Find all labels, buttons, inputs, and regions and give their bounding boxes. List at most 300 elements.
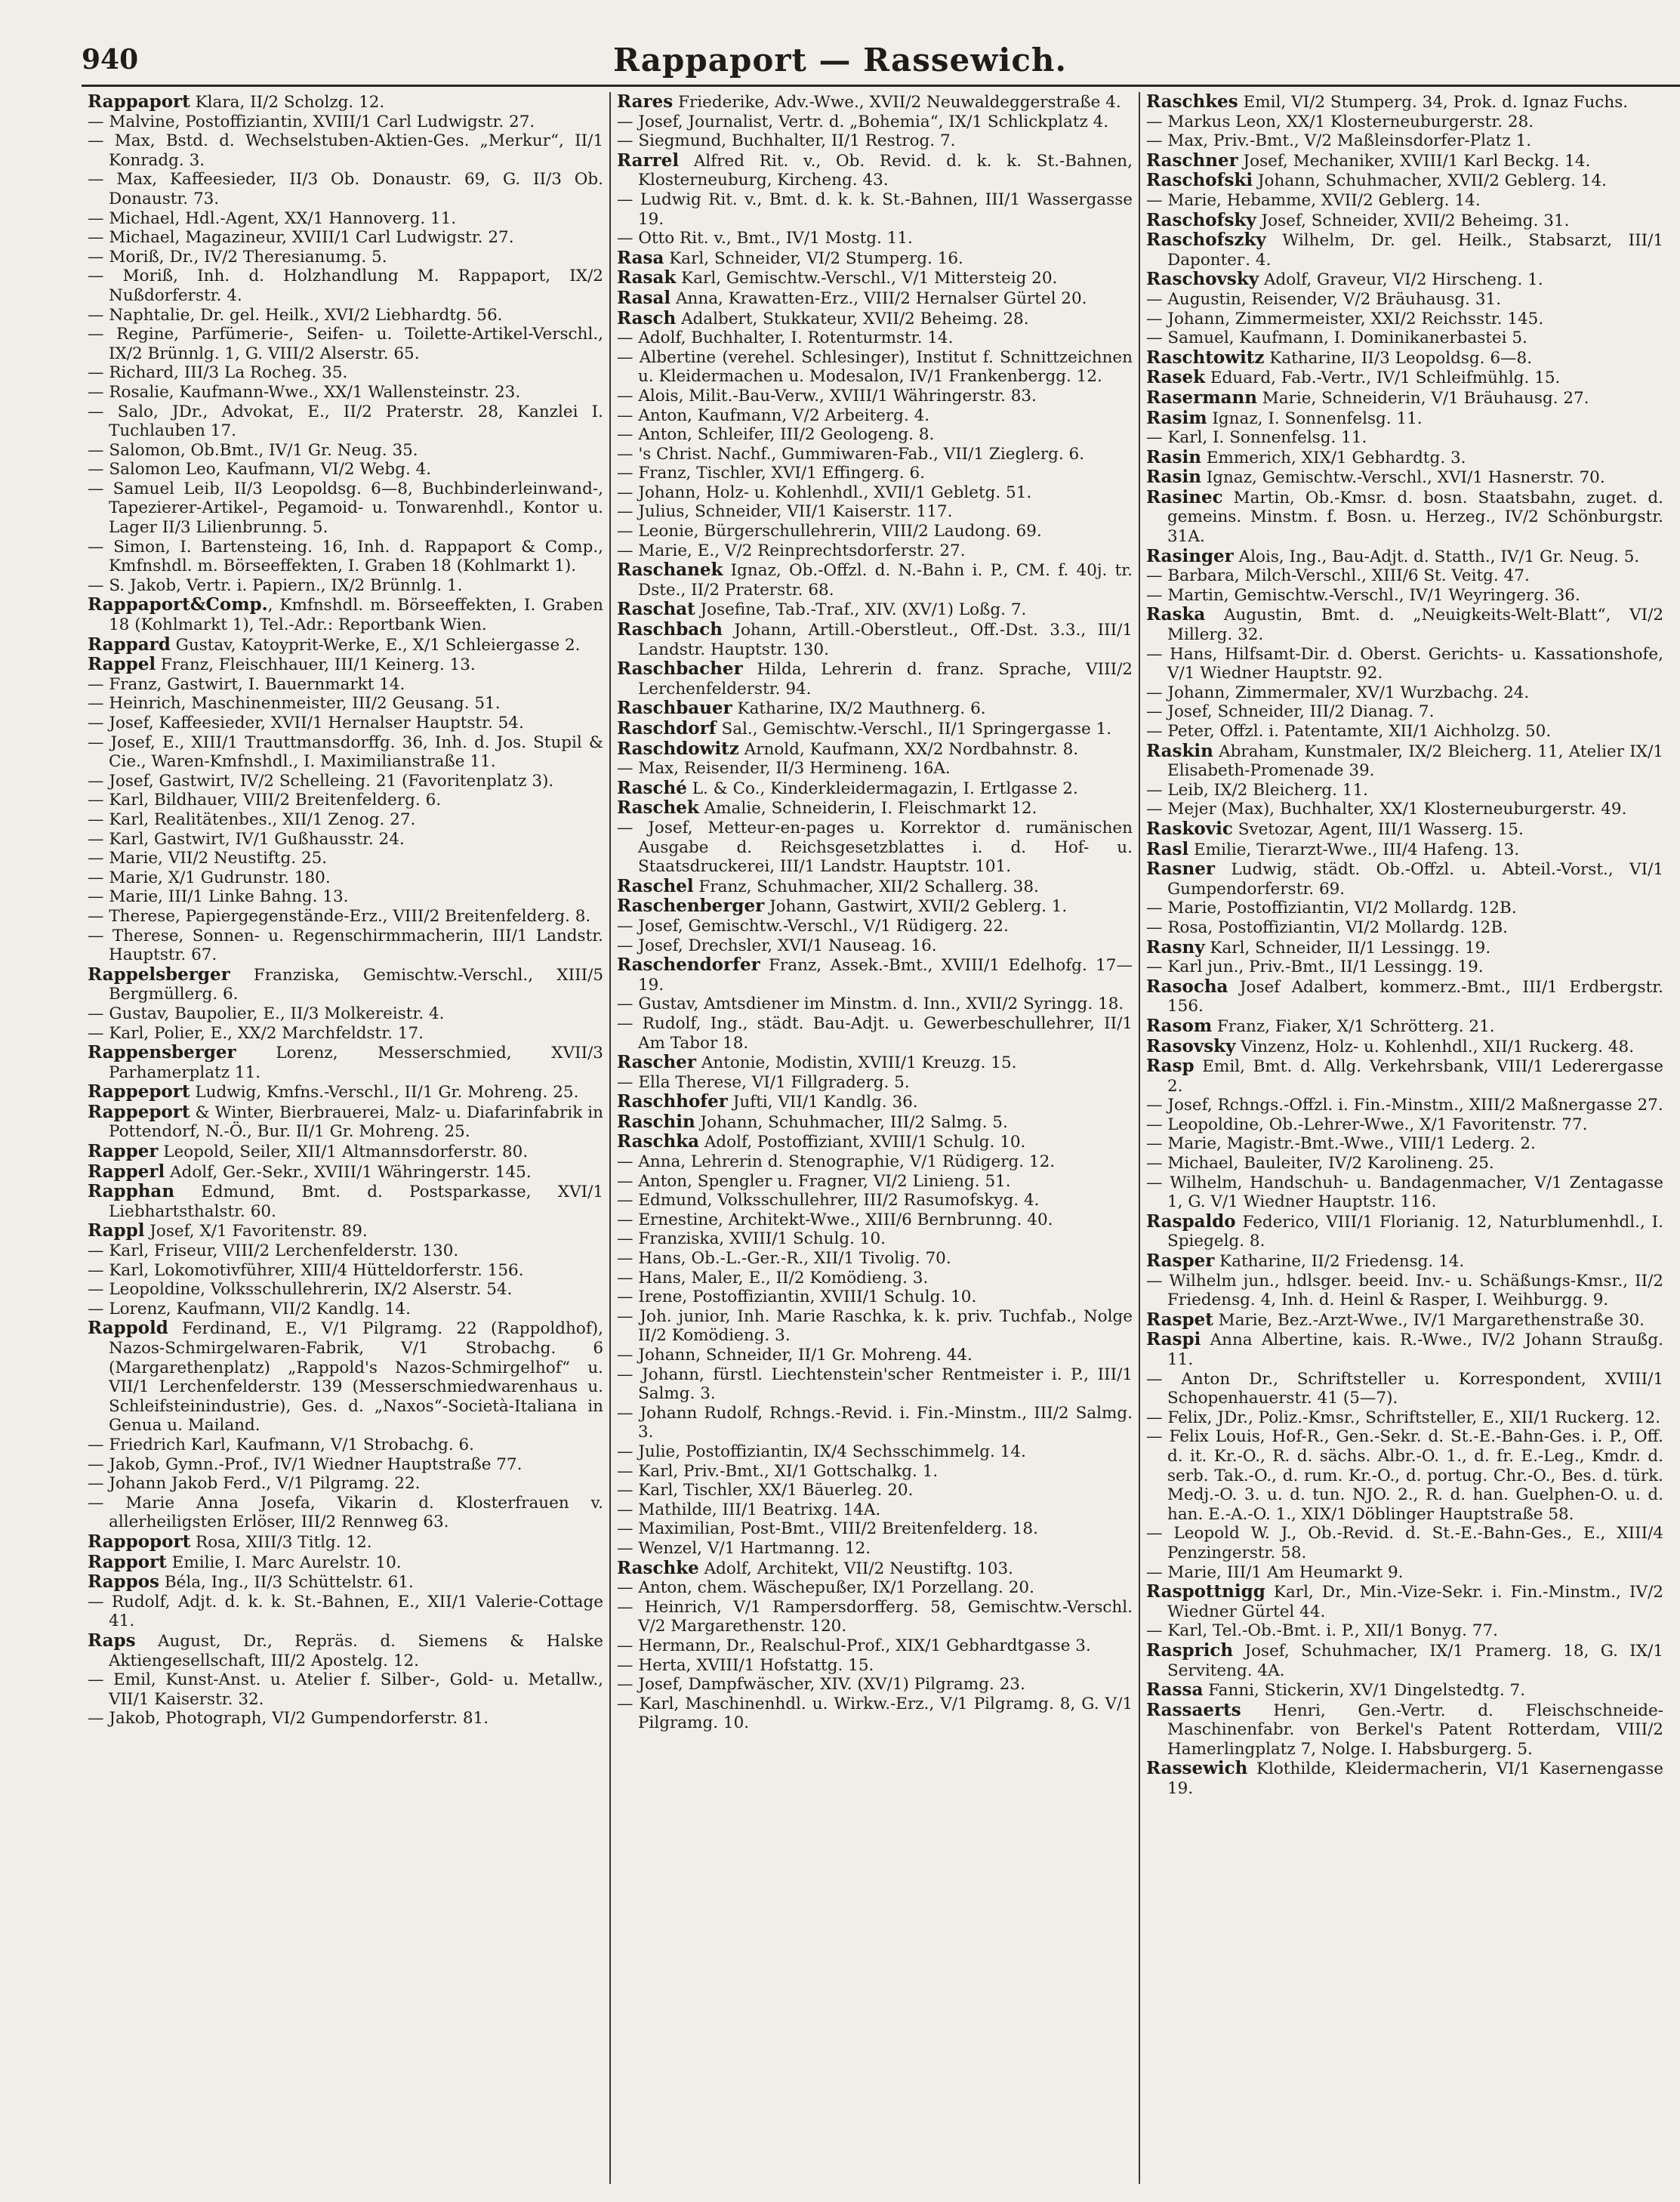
entry-text: — Franz, Tischler, XVI/1 Effingerg. 6. bbox=[617, 464, 925, 483]
directory-entry bbox=[617, 1365, 1133, 1404]
entry-text: Ludwig, Kmfns.-Verschl., II/1 Gr. Mohreng. 25. bbox=[190, 1083, 579, 1103]
directory-entry bbox=[617, 1346, 1133, 1365]
entry-text: — Therese, Sonnen- u. Regenschirmmacherin, III/1 Landstr. Hauptstr. 67. bbox=[88, 926, 603, 965]
entry-text: Anna, Krawatten-Erz., VIII/2 Hernalser Gürtel 20. bbox=[670, 288, 1087, 308]
running-head: Rappaport — Rassewich. bbox=[612, 42, 1068, 79]
directory-entry bbox=[617, 464, 1133, 483]
entry-text: — Naphtalie, Dr. gel. Heilk., XVI/2 Liebhardtg. 56. bbox=[88, 305, 503, 325]
entry-text: Rosa, XIII/3 Titlg. 12. bbox=[190, 1532, 372, 1552]
directory-entry bbox=[617, 1307, 1133, 1346]
entry-text: — Samuel, Kaufmann, I. Dominikanerbastei 5. bbox=[1146, 328, 1527, 348]
entry-surname: Rapper bbox=[88, 1141, 159, 1162]
entry-surname: Raschenberger bbox=[617, 896, 765, 917]
entry-text: Johann, Gastwirt, XVII/2 Geblerg. 1. bbox=[764, 897, 1068, 917]
entry-text: — Johann Jakob Ferd., V/1 Pilgramg. 22. bbox=[88, 1474, 421, 1494]
entry-text: — Alois, Milit.-Bau-Verw., XVIII/1 Währingerstr. 83. bbox=[617, 386, 1037, 406]
entry-text: Franz, Schuhmacher, XII/2 Schallerg. 38. bbox=[693, 877, 1039, 896]
directory-entry bbox=[617, 1073, 1133, 1093]
directory-entry bbox=[88, 1221, 603, 1241]
column-2 bbox=[611, 92, 1140, 2184]
directory-entry bbox=[88, 694, 603, 714]
entry-surname: Rasim bbox=[1146, 407, 1207, 428]
directory-entry bbox=[88, 1593, 603, 1631]
entry-surname: Raspet bbox=[1146, 1309, 1213, 1330]
directory-entry bbox=[617, 309, 1133, 329]
directory-entry bbox=[617, 1152, 1133, 1172]
entry-text: — Karl, Lokomotivführer, XIII/4 Hütteldorferstr. 156. bbox=[88, 1260, 524, 1280]
entry-text: August, Dr., Repräs. d. Siemens & Halske Aktiengesellschaft, III/2 Apostelg. 12. bbox=[109, 1631, 603, 1670]
entry-text: — Michael, Hdl.-Agent, XX/1 Hannoverg. 11. bbox=[88, 208, 457, 228]
entry-text: — Karl, Tel.-Ob.-Bmt. i. P., XII/1 Bonyg. 77. bbox=[1146, 1621, 1498, 1641]
header-rule bbox=[82, 85, 1680, 87]
directory-entry bbox=[88, 1004, 603, 1024]
entry-surname: Raschanek bbox=[617, 560, 723, 581]
entry-text: Franz, Assek.-Bmt., XVIII/1 Edelhofg. 17—19. bbox=[638, 956, 1133, 995]
entry-text: — Edmund, Volksschullehrer, III/2 Rasumofskyg. 4. bbox=[617, 1191, 1040, 1210]
entry-text: — Johann, Holz- u. Kohlenhdl., XVII/1 Gebletg. 51. bbox=[617, 483, 1032, 502]
entry-surname: Raschel bbox=[617, 875, 694, 896]
entry-text: Klothilde, Kleidermacherin, VI/1 Kasernengasse 19. bbox=[1167, 1759, 1663, 1799]
entry-text: — Wilhelm, Handschuh- u. Bandagenmacher, V/1 Zentagasse 1, G. V/1 Wiedner Hauptstr. 116. bbox=[1146, 1173, 1663, 1212]
entry-text: — Josef, Kaffeesieder, XVII/1 Hernalser Hauptstr. 54. bbox=[88, 714, 524, 732]
directory-entry bbox=[1146, 211, 1663, 231]
entry-text: — Samuel Leib, II/3 Leopoldsg. 6—8, Buchbinderleinwand-, Tapezierer-Artikel-, Pegamoid- u. Tonwarenhdl., Kontor u. Lager II/3 Lilienbrunng. 5. bbox=[88, 479, 603, 538]
directory-entry bbox=[88, 1024, 603, 1044]
entry-surname: Rasin bbox=[1146, 467, 1201, 488]
entry-text: — Josef, Journalist, Vertr. d. „Bohemia“, IX/1 Schlickplatz 4. bbox=[617, 112, 1109, 131]
entry-text: Marie, Schneiderin, V/1 Bräuhausg. 27. bbox=[1256, 388, 1589, 408]
directory-entry bbox=[88, 655, 603, 675]
directory-entry bbox=[617, 1559, 1133, 1579]
directory-entry bbox=[617, 699, 1133, 719]
entry-text: Amalie, Schneiderin, I. Fleischmarkt 12. bbox=[698, 799, 1037, 819]
entry-surname: Raps bbox=[88, 1630, 136, 1651]
directory-entry bbox=[617, 1578, 1133, 1598]
directory-entry bbox=[617, 268, 1133, 288]
directory-entry bbox=[88, 1709, 603, 1729]
entry-text: Emilie, Tierarzt-Wwe., III/4 Hafeng. 13. bbox=[1188, 840, 1520, 859]
entry-text: — Josef, Dampfwäscher, XIV. (XV/1) Pilgramg. 23. bbox=[617, 1675, 1025, 1695]
entry-surname: Raschka bbox=[617, 1131, 700, 1152]
entry-text: — Marie, VII/2 Neustiftg. 25. bbox=[88, 849, 328, 868]
entry-text: Johann, Schuhmacher, III/2 Salmg. 5. bbox=[695, 1112, 1008, 1132]
entry-text: — Augustin, Reisender, V/2 Bräuhausg. 31. bbox=[1146, 289, 1502, 309]
directory-entry bbox=[88, 791, 603, 810]
directory-entry bbox=[617, 600, 1133, 620]
directory-entry bbox=[617, 483, 1133, 503]
entry-text: — Anton, Schleifer, III/2 Geologeng. 8. bbox=[617, 425, 935, 445]
directory-entry bbox=[617, 1695, 1133, 1733]
entry-text: Henri, Gen.-Vertr. d. Fleischschneide-Maschinenfabr. von Berkel's Patent Rotterdam, VIII/2 Hamerlingplatz 7, Nolge. I. Habsburgerg. 5. bbox=[1167, 1701, 1663, 1759]
entry-text: — Malvine, Postoffiziantin, XVIII/1 Carl Ludwigstr. 27. bbox=[88, 112, 535, 131]
directory-entry bbox=[88, 1474, 603, 1494]
entry-text: — Heinrich, V/1 Rampersdorfferg. 58, Gemischtw.-Verschl. V/2 Margarethenstr. 120. bbox=[617, 1597, 1133, 1636]
entry-text: — Johann, fürstl. Liechtenstein'scher Rentmeister i. P., III/1 Salmg. 3. bbox=[617, 1365, 1133, 1404]
directory-entry bbox=[1146, 918, 1663, 938]
entry-text: — Moriß, Inh. d. Holzhandlung M. Rappaport, IX/2 Nußdorferstr. 4. bbox=[88, 267, 603, 305]
entry-text: — Felix Louis, Hof-R., Gen.-Sekr. d. St.-E.-Bahn-Ges. i. P., Off. d. it. Kr.-O., R. d. sächs. Albr.-O. 1., d. fr. E.-Leg., Kmdr. d. serb. Tak.-O., d. rum. Kr.-O., d. portug. Chr.-O., Bes. d. türk. Medj.-O. 3. u. d. tun. NJO. 2., R. d. han. Guelphen-O. u. d. han. E.-A.-O. 1., XIX/1 Döblinger Hauptstraße 58. bbox=[1146, 1427, 1663, 1524]
entry-text: Ignaz, Gemischtw.-Verschl., XVI/1 Hasnerstr. 70. bbox=[1201, 468, 1605, 488]
directory-entry bbox=[88, 1043, 603, 1082]
entry-text: — Rudolf, Ing., städt. Bau-Adjt. u. Gewerbeschullehrer, II/1 Am Tabor 18. bbox=[617, 1013, 1133, 1053]
entry-text: — Ernestine, Architekt-Wwe., XIII/6 Bernbrunng. 40. bbox=[617, 1210, 1053, 1229]
entry-text: Ludwig, städt. Ob.-Offzl. u. Abteil.-Vorst., VI/1 Gumpendorferstr. 69. bbox=[1167, 860, 1663, 899]
entry-surname: Rasin bbox=[1146, 446, 1201, 467]
directory-entry bbox=[1146, 1212, 1663, 1251]
entry-text: — Maximilian, Post-Bmt., VIII/2 Breitenfelderg. 18. bbox=[617, 1519, 1038, 1539]
entry-text: Sal., Gemischtw.-Verschl., II/1 Springergasse 1. bbox=[716, 720, 1112, 739]
directory-entry bbox=[88, 1494, 603, 1532]
entry-text: — Karl, Polier, E., XX/2 Marchfeldstr. 17. bbox=[88, 1023, 424, 1043]
directory-entry bbox=[88, 228, 603, 248]
directory-entry bbox=[617, 560, 1133, 600]
entry-surname: Raschovsky bbox=[1146, 269, 1259, 290]
entry-surname: Raschke bbox=[617, 1557, 699, 1578]
entry-surname: Rassa bbox=[1146, 1679, 1204, 1701]
entry-surname: Rappensberger bbox=[88, 1042, 236, 1063]
entry-text: Katharine, IX/2 Mauthnerg. 6. bbox=[732, 699, 986, 719]
directory-entry bbox=[617, 659, 1133, 699]
entry-text: — Joh. junior, Inh. Marie Raschka, k. k. priv. Tuchfab., Nolge II/2 Komödieng. 3. bbox=[617, 1306, 1133, 1346]
entry-text: — Wenzel, V/1 Hartmanng. 12. bbox=[617, 1538, 871, 1558]
entry-text: — Hans, Hilfsamt-Dir. d. Oberst. Gerichts- u. Kassationshofe, V/1 Wiedner Hauptstr. 92. bbox=[1146, 644, 1663, 683]
entry-text: — Hans, Ob.-L.-Ger.-R., XII/1 Tivolig. 70. bbox=[617, 1249, 951, 1269]
directory-entry bbox=[1146, 1330, 1663, 1369]
entry-surname: Raschkes bbox=[1146, 92, 1238, 112]
entry-text: Emil, Bmt. d. Allg. Verkehrsbank, VIII/1 Lederergasse 2. bbox=[1167, 1057, 1663, 1096]
entry-text: Emmerich, XIX/1 Gebhardtg. 3. bbox=[1201, 448, 1466, 467]
entry-text: — Josef, Drechsler, XVI/1 Nauseag. 16. bbox=[617, 936, 937, 955]
entry-text: Alois, Ing., Bau-Adjt. d. Statth., IV/1 Gr. Neug. 5. bbox=[1233, 547, 1640, 566]
directory-entry bbox=[1146, 781, 1663, 800]
directory-entry bbox=[88, 733, 603, 772]
entry-surname: Rappl bbox=[88, 1220, 145, 1241]
directory-entry bbox=[88, 907, 603, 927]
directory-entry bbox=[1146, 1096, 1663, 1115]
directory-entry bbox=[617, 1519, 1133, 1539]
directory-entry bbox=[617, 719, 1133, 739]
entry-surname: Raschofsky bbox=[1146, 209, 1256, 230]
directory-entry bbox=[88, 1261, 603, 1281]
entry-text: Adolf, Ger.-Sekr., XVIII/1 Währingerstr. 145. bbox=[165, 1162, 532, 1182]
entry-surname: Rasl bbox=[1146, 838, 1189, 859]
directory-entry bbox=[88, 1572, 603, 1593]
entry-text: — Hermann, Dr., Realschul-Prof., XIX/1 Gebhardtgasse 3. bbox=[617, 1636, 1091, 1655]
entry-text: Adalbert, Stukkateur, XVII/2 Beheimg. 28. bbox=[676, 309, 1029, 328]
entry-surname: Rappos bbox=[88, 1571, 159, 1593]
directory-entry bbox=[617, 1675, 1133, 1695]
directory-entry bbox=[1146, 605, 1663, 644]
entry-text: — Josef, Rchngs.-Offzl. i. Fin.-Minstm., XIII/2 Maßnergasse 27. bbox=[1146, 1096, 1663, 1115]
entry-text: Augustin, Bmt. d. „Neuigkeits-Welt-Blatt“, VI/2 Millerg. 32. bbox=[1167, 606, 1663, 645]
entry-surname: Rasper bbox=[1146, 1251, 1215, 1272]
entry-text: L. & Co., Kinderkleidermagazin, I. Ertlgasse 2. bbox=[686, 779, 1078, 798]
directory-entry bbox=[1146, 113, 1663, 132]
directory-entry bbox=[88, 383, 603, 402]
entry-surname: Raschek bbox=[617, 797, 699, 819]
entry-text: — Anton, Spengler u. Fragner, VI/2 Linieng. 51. bbox=[617, 1171, 1011, 1191]
directory-entry bbox=[88, 887, 603, 907]
directory-entry bbox=[617, 92, 1133, 113]
entry-text: — Ludwig Rit. v., Bmt. d. k. k. St.-Bahnen, III/1 Wassergasse 19. bbox=[617, 190, 1133, 229]
directory-entry bbox=[88, 772, 603, 791]
directory-entry bbox=[1146, 388, 1663, 409]
entry-text: — Marie, Magistr.-Bmt.-Wwe., VIII/1 Lederg. 2. bbox=[1146, 1134, 1536, 1154]
directory-entry bbox=[1146, 151, 1663, 171]
directory-entry bbox=[88, 1318, 603, 1436]
entry-surname: Raspaldo bbox=[1146, 1210, 1236, 1232]
directory-entry bbox=[88, 1082, 603, 1103]
entry-text: — Marie, III/1 Am Heumarkt 9. bbox=[1146, 1562, 1404, 1582]
directory-entry bbox=[88, 576, 603, 596]
directory-entry bbox=[1146, 1621, 1663, 1641]
directory-entry bbox=[1146, 1016, 1663, 1037]
entry-text: — Anton, Kaufmann, V/2 Arbeiterg. 4. bbox=[617, 406, 930, 425]
entry-surname: Raschendorfer bbox=[617, 955, 760, 976]
entry-text: — Julius, Schneider, VII/1 Kaiserstr. 117. bbox=[617, 502, 953, 522]
directory-entry bbox=[617, 1442, 1133, 1462]
entry-text: — Jakob, Photograph, VI/2 Gumpendorferstr. 81. bbox=[88, 1709, 489, 1729]
directory-entry bbox=[617, 1462, 1133, 1482]
entry-surname: Raschofszky bbox=[1146, 230, 1266, 251]
page-number: 940 bbox=[82, 44, 139, 76]
entry-surname: Raspottnigg bbox=[1146, 1581, 1265, 1602]
entry-text: — Salomon, Ob.Bmt., IV/1 Gr. Neug. 35. bbox=[88, 440, 418, 460]
entry-surname: Rasinger bbox=[1146, 545, 1234, 566]
entry-surname: Raskovic bbox=[1146, 818, 1233, 839]
directory-entry bbox=[88, 170, 603, 208]
entry-text: Katharine, II/2 Friedensg. 14. bbox=[1214, 1252, 1465, 1272]
directory-entry bbox=[617, 896, 1133, 917]
directory-entry bbox=[1146, 467, 1663, 488]
directory-entry bbox=[617, 229, 1133, 248]
entry-text: — Regine, Parfümerie-, Seifen- u. Toilette-Artikel-Verschl., IX/2 Brünnlg. 1, G. VIII/2 Alserstr. 65. bbox=[88, 325, 603, 363]
directory-entry bbox=[1146, 348, 1663, 369]
entry-surname: Raschbach bbox=[617, 619, 723, 640]
directory-entry bbox=[1146, 1173, 1663, 1212]
directory-entry bbox=[1146, 1310, 1663, 1331]
directory-entry bbox=[617, 502, 1133, 522]
directory-entry bbox=[88, 675, 603, 695]
entry-text: — Marie, X/1 Gudrunstr. 180. bbox=[88, 868, 331, 887]
entry-surname: Rapphan bbox=[88, 1181, 175, 1202]
directory-entry bbox=[1146, 1759, 1663, 1798]
entry-text: — Josef, E., XIII/1 Trauttmansdorffg. 36, Inh. d. Jos. Stupil & Cie., Waren-Kmfnshdl., I. Maximilianstraße 11. bbox=[88, 732, 603, 772]
entry-text: — Marie, E., V/2 Reinprechtsdorferstr. 27. bbox=[617, 541, 966, 560]
directory-entry bbox=[88, 1182, 603, 1221]
entry-text: Karl, Gemischtw.-Verschl., V/1 Mittersteig 20. bbox=[676, 269, 1058, 288]
directory-entry bbox=[617, 995, 1133, 1014]
entry-text: Josef, Schneider, XVII/2 Beheimg. 31. bbox=[1256, 211, 1570, 230]
directory-entry bbox=[1146, 1582, 1663, 1621]
entry-text: — Josef, Gastwirt, IV/2 Schelleing. 21 (Favoritenplatz 3). bbox=[88, 771, 554, 791]
directory-entry bbox=[1146, 290, 1663, 310]
entry-text: — 's Christ. Nachf., Gummiwaren-Fab., VII/1 Zieglerg. 6. bbox=[617, 444, 1085, 464]
entry-text: Franz, Fleischhauer, III/1 Keinerg. 13. bbox=[156, 655, 476, 675]
entry-surname: Raskin bbox=[1146, 740, 1213, 761]
entry-text: — S. Jakob, Vertr. i. Papiern., IX/2 Brünnlg. 1. bbox=[88, 575, 463, 595]
entry-text: Fanni, Stickerin, XV/1 Dingelstedtg. 7. bbox=[1203, 1681, 1526, 1701]
entry-text: — Max, Bstd. d. Wechselstuben-Aktien-Ges. „Merkur“, II/1 Konradg. 3. bbox=[88, 131, 603, 170]
entry-text: Josef Adalbert, kommerz.-Bmt., III/1 Erdbergstr. 156. bbox=[1167, 977, 1663, 1016]
entry-text: — Julie, Postoffiziantin, IX/4 Sechsschimmelg. 14. bbox=[617, 1442, 1026, 1461]
entry-surname: Rasp bbox=[1146, 1056, 1194, 1077]
directory-entry bbox=[617, 620, 1133, 659]
entry-text: — Emil, Kunst-Anst. u. Atelier f. Silber-, Gold- u. Metallw., VII/1 Kaiserstr. 32. bbox=[88, 1670, 603, 1709]
entry-text: — Mathilde, III/1 Beatrixg. 14A. bbox=[617, 1500, 881, 1519]
directory-entry bbox=[88, 460, 603, 480]
directory-entry bbox=[1146, 270, 1663, 290]
entry-text: — Jakob, Gymn.-Prof., IV/1 Wiedner Hauptstraße 77. bbox=[88, 1454, 522, 1474]
directory-entry bbox=[88, 927, 603, 965]
entry-text: — Josef, Gemischtw.-Verschl., V/1 Rüdigerg. 22. bbox=[617, 916, 1009, 936]
directory-entry bbox=[1146, 488, 1663, 547]
entry-text: — Peter, Offzl. i. Patentamte, XII/1 Aichholzg. 50. bbox=[1146, 722, 1552, 741]
entry-text: — Salo, JDr., Advokat, E., II/2 Praterstr. 28, Kanzlei I. Tuchlauben 17. bbox=[88, 402, 603, 441]
entry-text: — Anna, Lehrerin d. Stenographie, V/1 Rüdigerg. 12. bbox=[617, 1152, 1056, 1172]
entry-text: Karl, Dr., Min.-Vize-Sekr. i. Fin.-Minstm., IV/2 Wiedner Gürtel 44. bbox=[1167, 1583, 1663, 1621]
directory-entry bbox=[88, 714, 603, 733]
entry-surname: Rassewich bbox=[1146, 1758, 1248, 1779]
directory-entry bbox=[617, 288, 1133, 309]
directory-entry bbox=[617, 819, 1133, 877]
entry-text: — Marie Anna Josefa, Vikarin d. Klosterfrauen v. allerheiligsten Erlöser, III/2 Rennweg 63. bbox=[88, 1493, 603, 1532]
directory-entry bbox=[88, 1280, 603, 1300]
entry-text: — Marie, Postoffiziantin, VI/2 Mollardg. 12B. bbox=[1146, 899, 1517, 918]
entry-surname: Rasner bbox=[1146, 859, 1215, 880]
directory-entry bbox=[617, 1269, 1133, 1288]
directory-entry bbox=[88, 965, 603, 1004]
directory-entry bbox=[617, 406, 1133, 426]
entry-text: — Barbara, Milch-Verschl., XIII/6 St. Veitg. 47. bbox=[1146, 566, 1530, 586]
entry-text: Eduard, Fab.-Vertr., IV/1 Schleifmühlg. 15. bbox=[1205, 369, 1561, 388]
entry-text: Karl, Schneider, VI/2 Stumperg. 16. bbox=[664, 248, 963, 268]
entry-text: Edmund, Bmt. d. Postsparkasse, XVI/1 Liebhartsthalstr. 60. bbox=[109, 1183, 603, 1221]
entry-text: — Salomon Leo, Kaufmann, VI/2 Webg. 4. bbox=[88, 460, 432, 480]
entry-text: — Anton Dr., Schriftsteller u. Korrespondent, XVIII/1 Schopenhauerstr. 41 (5—7). bbox=[1146, 1369, 1663, 1408]
entry-text: Ignaz, I. Sonnenfelsg. 11. bbox=[1207, 409, 1423, 428]
entry-text: — Rudolf, Adjt. d. k. k. St.-Bahnen, E., XII/1 Valerie-Cottage 41. bbox=[88, 1592, 603, 1631]
entry-text: Jufti, VII/1 Kandlg. 36. bbox=[727, 1093, 918, 1112]
directory-entry bbox=[617, 151, 1133, 190]
entry-text: — Irene, Postoffiziantin, XVIII/1 Schulg. 10. bbox=[617, 1288, 977, 1307]
entry-text: — Friedrich Karl, Kaufmann, V/1 Strobachg. 6. bbox=[88, 1435, 475, 1454]
entry-text: Marie, Bez.-Arzt-Wwe., IV/1 Margarethenstraße 30. bbox=[1213, 1310, 1645, 1330]
entry-text: — Hans, Maler, E., II/2 Komödieng. 3. bbox=[617, 1268, 929, 1288]
entry-text: Abraham, Kunstmaler, IX/2 Bleicherg. 11, Atelier IX/1 Elisabeth-Promenade 39. bbox=[1167, 742, 1663, 781]
entry-text: — Leib, IX/2 Bleicherg. 11. bbox=[1146, 780, 1368, 800]
directory-entry bbox=[88, 635, 603, 655]
entry-surname: Raschin bbox=[617, 1111, 695, 1132]
entry-text: — Karl, Tischler, XX/1 Bäuerleg. 20. bbox=[617, 1481, 914, 1500]
entry-text: Josef, Mechaniker, XVIII/1 Karl Beckg. 14. bbox=[1238, 151, 1591, 171]
entry-text: — Siegmund, Buchhalter, II/1 Restrog. 7. bbox=[617, 131, 956, 151]
directory-entry bbox=[617, 1092, 1133, 1112]
entry-text: — Albertine (verehel. Schlesinger), Institut f. Schnittzeichnen u. Kleidermachen u. Modesalon, IV/1 Frankenbergg. 12. bbox=[617, 347, 1133, 387]
directory-entry bbox=[1146, 859, 1663, 899]
entry-surname: Rasermann bbox=[1146, 387, 1257, 408]
entry-surname: Rasom bbox=[1146, 1015, 1213, 1036]
entry-text: — Karl, Gastwirt, IV/1 Gußhausstr. 24. bbox=[88, 829, 405, 849]
directory-entry bbox=[88, 1436, 603, 1455]
entry-surname: Rascher bbox=[617, 1052, 696, 1073]
directory-entry bbox=[1146, 977, 1663, 1016]
directory-entry bbox=[1146, 1037, 1663, 1057]
entry-surname: Rappoport bbox=[88, 1531, 191, 1552]
directory-entry bbox=[1146, 131, 1663, 151]
entry-text: — Gustav, Amtsdiener im Minstm. d. Inn., XVII/2 Syringg. 18. bbox=[617, 995, 1124, 1014]
entry-text: — Rosa, Postoffiziantin, VI/2 Mollardg. 12B. bbox=[1146, 917, 1508, 937]
directory-entry bbox=[617, 1404, 1133, 1442]
entry-text: — Marie, Hebamme, XVII/2 Geblerg. 14. bbox=[1146, 190, 1481, 210]
directory-entry bbox=[88, 480, 603, 538]
directory-entry bbox=[1146, 1524, 1663, 1562]
entry-text: — Wilhelm jun., hdlsger. beeid. Inv.- u. Schäßungs-Kmsr., II/2 Friedensg. 4, Inh. d. Heinl & Rasper, I. Weihburgg. 9. bbox=[1146, 1271, 1663, 1310]
entry-text: Franz, Fiaker, X/1 Schrötterg. 21. bbox=[1212, 1016, 1495, 1036]
entry-text: — Karl jun., Priv.-Bmt., II/1 Lessingg. 19. bbox=[1146, 958, 1484, 977]
entry-surname: Raschtowitz bbox=[1146, 347, 1265, 368]
directory-entry bbox=[617, 1191, 1133, 1210]
entry-surname: Rappaport bbox=[88, 92, 190, 112]
directory-entry bbox=[617, 328, 1133, 348]
entry-surname: Rapperl bbox=[88, 1161, 165, 1182]
entry-text: Béla, Ing., II/3 Schüttelstr. 61. bbox=[159, 1573, 414, 1593]
entry-text: — Rosalie, Kaufmann-Wwe., XX/1 Wallensteinstr. 23. bbox=[88, 382, 521, 402]
entry-text: Ferdinand, E., V/1 Pilgramg. 22 (Rappoldhof), Nazos-Schmirgelwaren-Fabrik, V/1 Strobachg. 6 (Margarethenplatz) „Rappold's Nazos-Schmirgelhof“ u. VII/1 Lerchenfelderstr. 139 (Messerschmiedwarenhaus u. Schleifsteinindustrie), Ges. d. „Naxos“-Società-Italiana in Genua u. Mailand. bbox=[109, 1319, 603, 1436]
directory-entry bbox=[1146, 819, 1663, 840]
directory-entry bbox=[617, 248, 1133, 269]
directory-entry bbox=[1146, 1115, 1663, 1135]
entry-surname: Rapport bbox=[88, 1551, 167, 1572]
directory-entry bbox=[617, 877, 1133, 897]
directory-entry bbox=[1146, 586, 1663, 606]
entry-text: Hilda, Lehrerin d. franz. Sprache, VIII/2 Lerchenfelderstr. 94. bbox=[638, 660, 1133, 699]
directory-entry bbox=[88, 1162, 603, 1183]
entry-surname: Rasal bbox=[617, 287, 671, 308]
directory-entry bbox=[617, 541, 1133, 561]
entry-surname: Raschhofer bbox=[617, 1091, 728, 1112]
directory-entry bbox=[88, 830, 603, 850]
directory-entry bbox=[1146, 1563, 1663, 1583]
directory-entry bbox=[617, 739, 1133, 760]
entry-text: — Moriß, Dr., IV/2 Theresianumg. 5. bbox=[88, 247, 387, 267]
entry-text: — Therese, Papiergegenstände-Erz., VIII/2 Breitenfelderg. 8. bbox=[88, 906, 591, 926]
entry-surname: Raska bbox=[1146, 604, 1206, 625]
entry-text: Antonie, Modistin, XVIII/1 Kreuzg. 15. bbox=[695, 1053, 1017, 1073]
entry-text: Johann, Artill.-Oberstleut., Off.-Dst. 3.3., III/1 Landstr. Hauptstr. 130. bbox=[638, 621, 1133, 659]
directory-entry bbox=[1146, 1154, 1663, 1173]
entry-text: — Franziska, XVIII/1 Schulg. 10. bbox=[617, 1229, 886, 1249]
entry-surname: Rasché bbox=[617, 777, 687, 798]
directory-entry bbox=[617, 759, 1133, 779]
entry-text: — Josef, Schneider, III/2 Dianag. 7. bbox=[1146, 702, 1435, 722]
directory-entry bbox=[88, 868, 603, 888]
entry-surname: Rarrel bbox=[617, 150, 680, 171]
directory-entry bbox=[88, 92, 603, 113]
directory-entry bbox=[1146, 800, 1663, 819]
directory-entry bbox=[88, 248, 603, 267]
entry-surname: Raschbauer bbox=[617, 698, 732, 719]
directory-entry bbox=[617, 798, 1133, 819]
entry-surname: Rassaerts bbox=[1146, 1699, 1241, 1720]
directory-entry bbox=[1146, 899, 1663, 918]
entry-text: — Leopold W. J., Ob.-Revid. d. St.-E.-Bahn-Ges., E., XIII/4 Penzingerstr. 58. bbox=[1146, 1524, 1663, 1562]
entry-text: — Martin, Gemischtw.-Verschl., IV/1 Weyringerg. 36. bbox=[1146, 585, 1580, 605]
entry-surname: Rasak bbox=[617, 267, 677, 288]
directory-entry bbox=[617, 1288, 1133, 1307]
directory-entry bbox=[88, 1670, 603, 1709]
entry-text: — Max, Kaffeesieder, II/3 Ob. Donaustr. 69, G. II/3 Ob. Donaustr. 73. bbox=[88, 170, 603, 208]
